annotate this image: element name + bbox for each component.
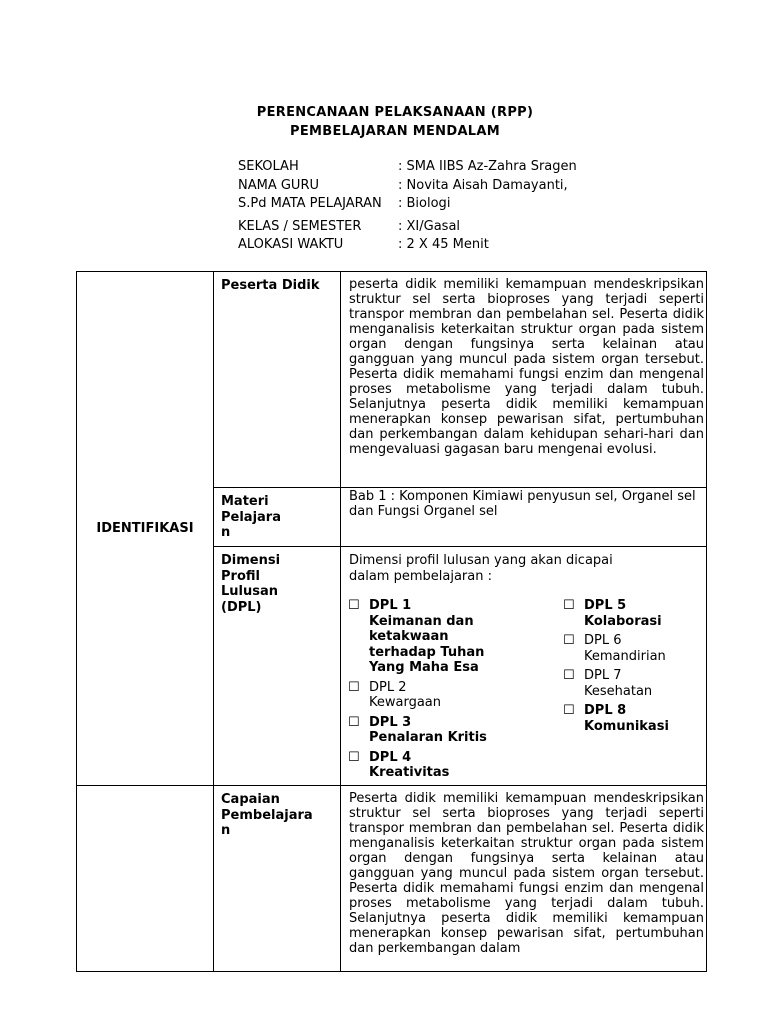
meta-label: KELAS / SEMESTER [238, 218, 362, 234]
dpl-label: DPL 3 Penalaran Kritis [369, 714, 487, 745]
dpl-column-left [341, 598, 563, 785]
peserta-didik-label: Peserta Didik [214, 272, 341, 488]
dpl-column-right [563, 598, 703, 785]
dpl-item[interactable] [563, 668, 703, 699]
dimensi-intro: Dimensi profil lulusan yang akan dicapai dalam pembelajaran : [349, 553, 613, 584]
meta-value: : XI/Gasal [398, 218, 461, 234]
dpl-label: DPL 1 Keimanan dan ketakwaan terhadap Tuhan Yang Maha Esa [369, 598, 485, 675]
peserta-didik-text: peserta didik memiliki kemampuan mendeskripsikan struktur sel serta bioproses yang terjadi seperti transpor membran dan pembelahan sel. Peserta didik menganalisis keterkaitan struktur organ pada sistem organ dengan fungsinya serta kelainan atau gangguan yang muncul pada sistem organ tersebut. Peserta didik memahami fungsi enzim dan mengenal proses metabolisme yang terjadi dalam tubuh. Selanjutnya peserta didik memiliki kemampuan menerapkan konsep pewarisan sifat, pertumbuhan dan perkembangan dalam kehidupan sehari-hari dan mengevaluasi gagasan baru mengenai evolusi. [341, 272, 707, 488]
table-row-peserta-didik [77, 272, 707, 488]
meta-value: : SMA IIBS Az-Zahra Sragen [398, 159, 577, 174]
meta-label: ALOKASI WAKTU [238, 237, 344, 252]
rpp-table [76, 271, 707, 972]
capaian-text: Peserta didik memiliki kemampuan mendeskripsikan struktur sel serta bioproses yang terjadi seperti transpor membran dan pembelahan sel. Peserta didik menganalisis keterkaitan struktur organ pada sistem organ dengan fungsinya serta kelainan atau gangguan yang muncul pada sistem organ tersebut. Peserta didik memahami fungsi enzim dan mengenal proses metabolisme yang terjadi dalam tubuh. Selanjutnya peserta didik memiliki kemampuan menerapkan konsep pewarisan sifat, pertumbuhan dan perkembangan dalam [341, 786, 707, 972]
meta-label: NAMA GURU [238, 177, 319, 193]
dpl-checklist [341, 598, 706, 785]
meta-label: SEKOLAH [238, 159, 299, 174]
dpl-item[interactable] [563, 633, 703, 664]
checkbox-icon[interactable]: ☐ [348, 749, 360, 765]
dimensi-label: Dimensi Profil Lulusan (DPL) [214, 547, 341, 786]
dpl-item[interactable] [563, 598, 703, 629]
section2-label-empty [77, 786, 214, 972]
materi-label: Materi Pelajara n [214, 488, 341, 547]
checkbox-icon[interactable]: ☐ [563, 598, 575, 613]
document-subtitle: PEMBELAJARAN MENDALAM [290, 124, 500, 139]
dpl-label: DPL 2 Kewargaan [369, 679, 442, 710]
dpl-label: DPL 7 Kesehatan [584, 668, 653, 699]
checkbox-icon[interactable]: ☐ [563, 668, 575, 683]
checkbox-icon[interactable]: ☐ [563, 633, 575, 648]
identifikasi-label: IDENTIFIKASI [77, 272, 214, 786]
document-title: PERENCANAAN PELAKSANAAN (RPP) [256, 105, 534, 120]
dpl-item[interactable] [348, 680, 563, 711]
meta-value: : Biologi [398, 196, 451, 211]
dpl-label: DPL 8 Komunikasi [584, 703, 669, 734]
checkbox-icon[interactable]: ☐ [348, 598, 360, 613]
dpl-label: DPL 5 Kolaborasi [584, 598, 662, 629]
materi-text: Bab 1 : Komponen Kimiawi penyusun sel, Organel sel dan Fungsi Organel sel [341, 488, 707, 547]
dpl-item[interactable] [563, 703, 703, 734]
checkbox-icon[interactable]: ☐ [348, 714, 360, 730]
dpl-item[interactable] [348, 715, 563, 746]
dimensi-content [341, 547, 707, 786]
meta-value: : 2 X 45 Menit [398, 237, 489, 252]
capaian-label: Capaian Pembelajara n [214, 786, 341, 972]
checkbox-icon[interactable]: ☐ [563, 703, 575, 718]
table-row-capaian [77, 786, 707, 972]
dpl-label: DPL 4 Kreativitas [369, 749, 450, 780]
meta-value: : Novita Aisah Damayanti, [398, 177, 568, 193]
dpl-item[interactable] [348, 750, 563, 781]
dpl-label: DPL 6 Kemandirian [584, 633, 666, 664]
checkbox-icon[interactable]: ☐ [348, 679, 360, 695]
meta-label: S.Pd MATA PELAJARAN [238, 196, 382, 211]
dpl-item[interactable] [348, 598, 563, 676]
